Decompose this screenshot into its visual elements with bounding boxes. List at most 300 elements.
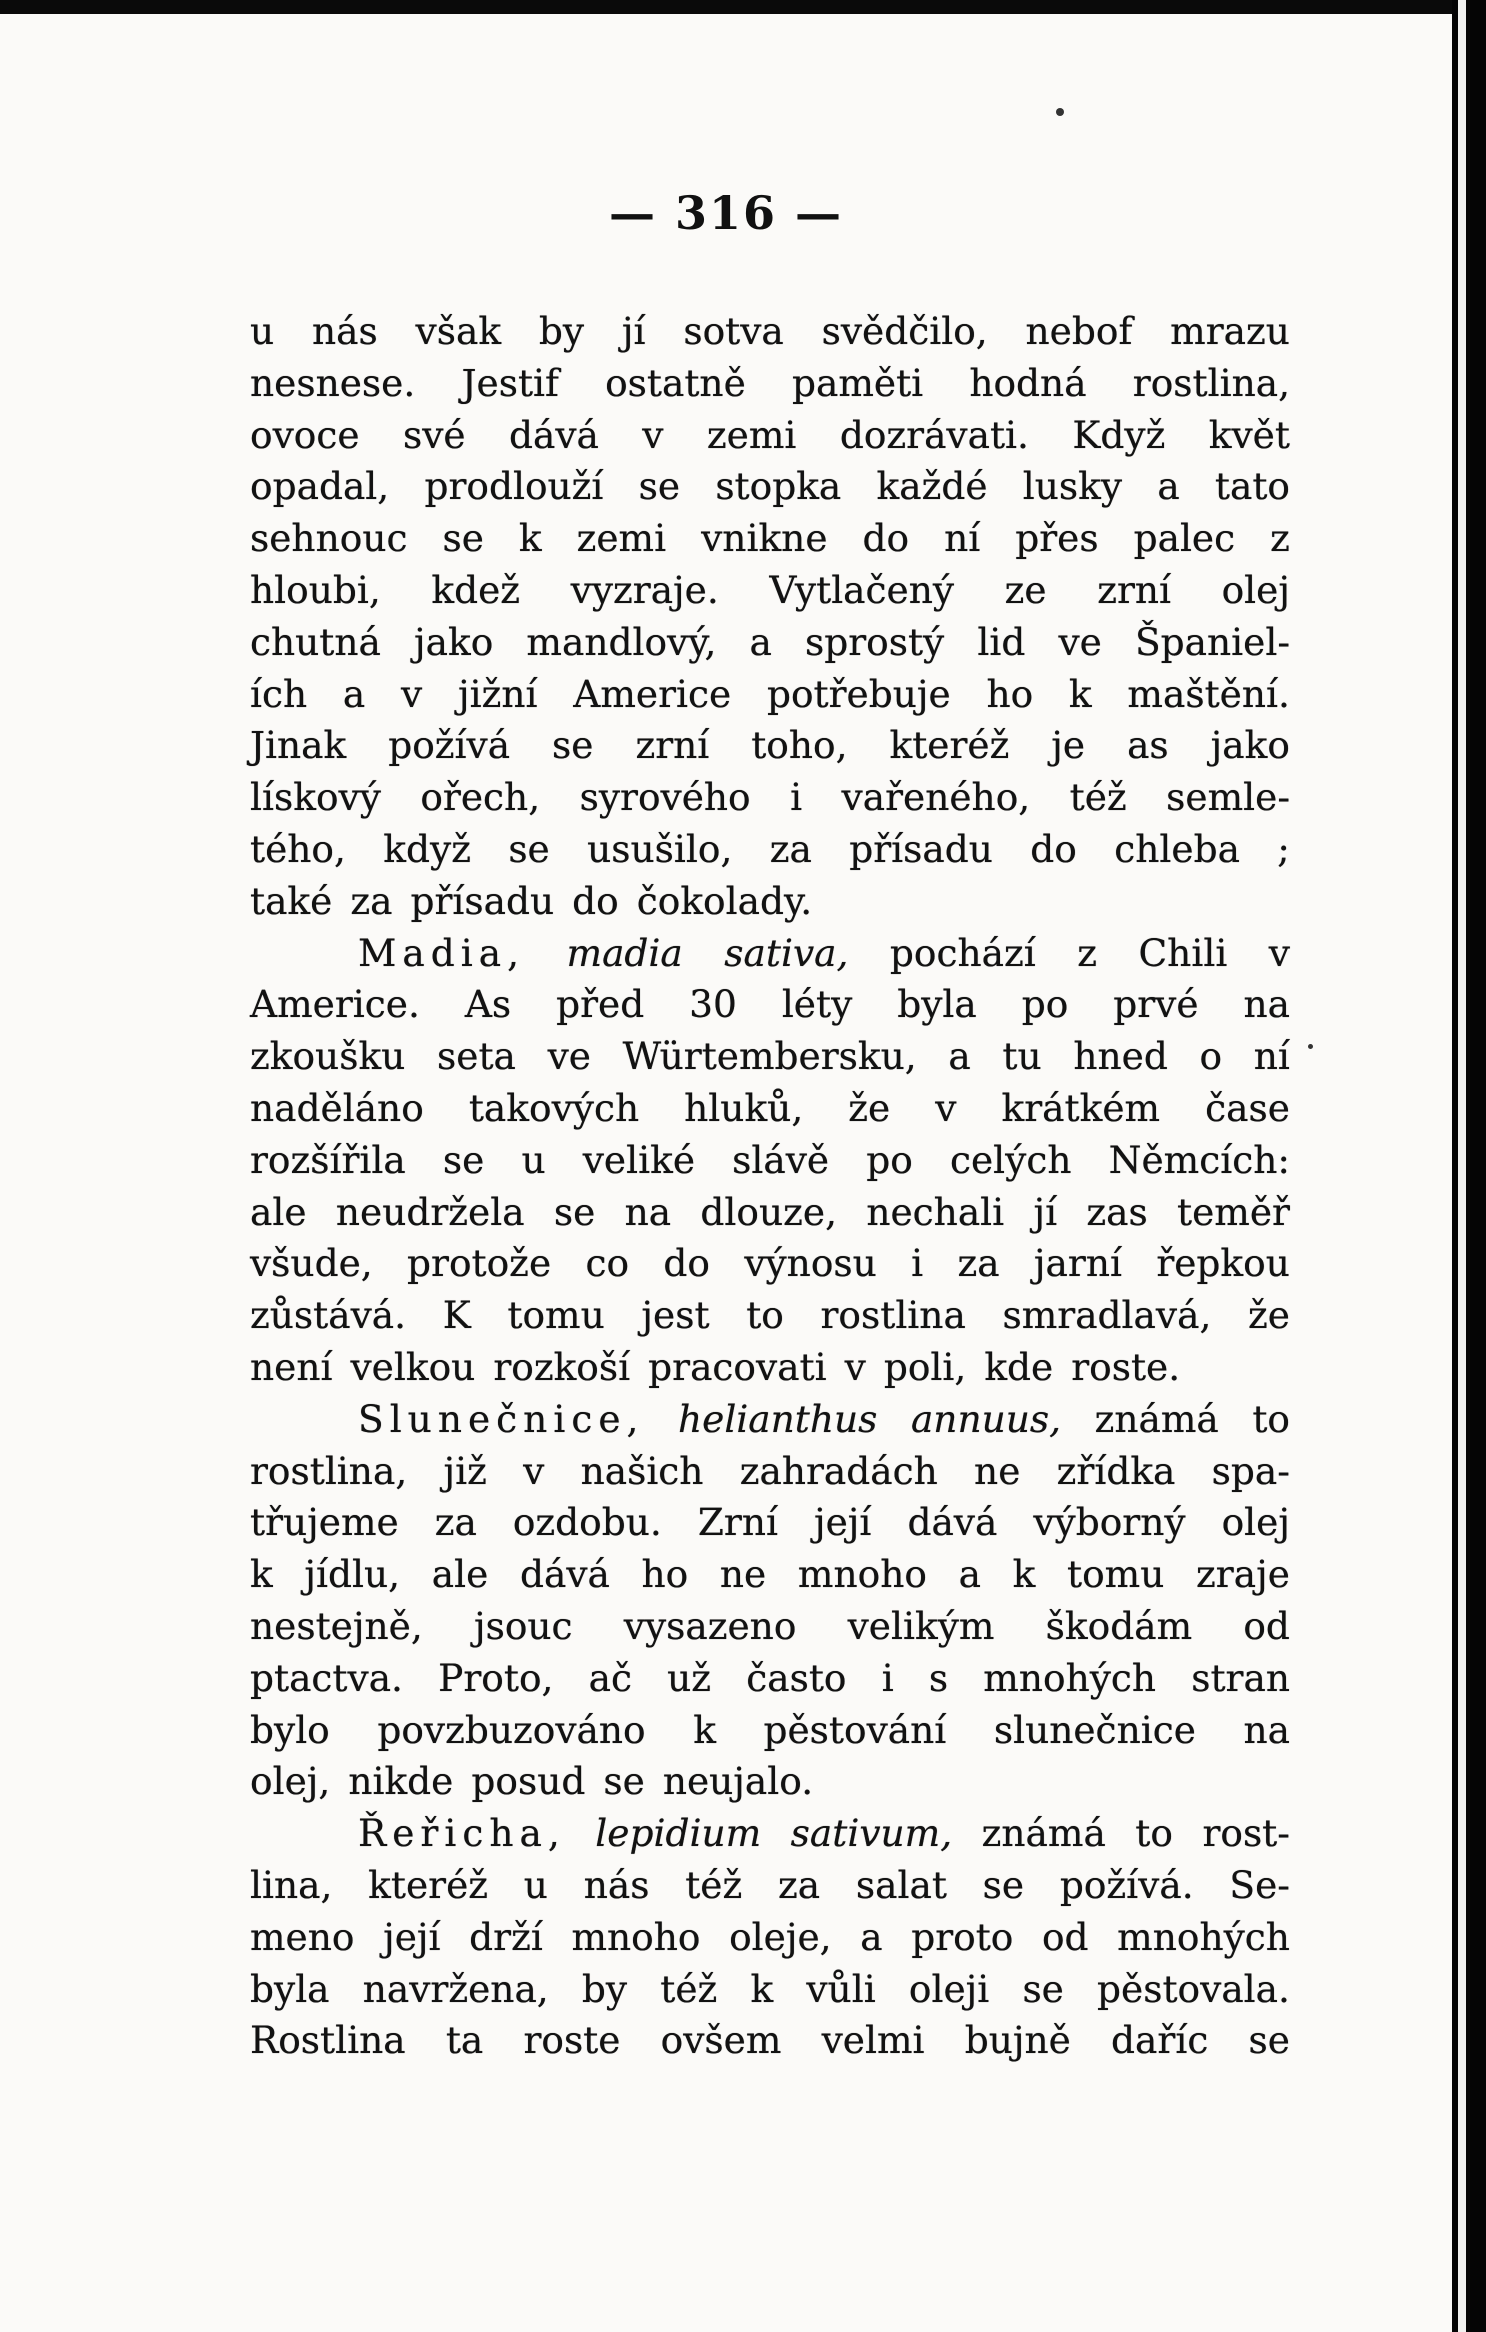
word: daříc (1111, 2018, 1209, 2063)
word: hluků, (684, 1085, 804, 1130)
word: roste. (1071, 1344, 1181, 1389)
word: Španiel- (1134, 619, 1290, 664)
word: Chili (1138, 930, 1228, 975)
word: hodná (969, 360, 1087, 405)
text-line (250, 1342, 1290, 1394)
word: z (1270, 516, 1290, 561)
word: krátkém (1001, 1085, 1161, 1130)
text-line (250, 1912, 1290, 1964)
word: ; (1277, 826, 1290, 871)
word: olej (1221, 1500, 1290, 1545)
word: Rostlina (250, 2018, 406, 2063)
word: také (250, 878, 333, 923)
word: po (1021, 982, 1069, 1027)
word: v (401, 671, 423, 716)
word: zahradách (739, 1448, 938, 1493)
word: do (663, 1241, 710, 1286)
text-line (250, 979, 1290, 1031)
speck (1056, 108, 1064, 116)
word: i (790, 775, 803, 820)
word: ale (431, 1552, 489, 1597)
word: k (693, 1707, 716, 1752)
word: jižní (457, 671, 538, 716)
word: k (1012, 1552, 1036, 1597)
word: jí (1033, 1189, 1058, 1234)
word: salat (855, 1862, 947, 1907)
word: v (523, 1448, 545, 1493)
word: zemi (576, 516, 667, 561)
word: paměti (791, 360, 924, 405)
word: potřebuje (766, 671, 951, 716)
text-line (250, 358, 1290, 410)
text-line (250, 1290, 1290, 1342)
word: mnohých (983, 1655, 1157, 1700)
word: tato (1214, 464, 1290, 509)
word: lid (977, 619, 1026, 664)
text-line (250, 876, 1290, 928)
word: z (1077, 930, 1097, 975)
word: mnoho (797, 1552, 927, 1597)
word: sativum, (790, 1811, 953, 1856)
word: oleji (908, 1966, 990, 2011)
word: Se- (1229, 1862, 1290, 1907)
word: olej, (250, 1759, 331, 1804)
word: vyzraje. (570, 567, 719, 612)
word: není (250, 1344, 333, 1389)
word: ovšem (660, 2018, 782, 2063)
word: velmi (821, 2018, 925, 2063)
word: zřídka (1056, 1448, 1176, 1493)
word: spa- (1211, 1448, 1290, 1493)
word: ozdobu. (512, 1500, 662, 1545)
word: opadal, (250, 464, 390, 509)
word: rostlina (820, 1293, 966, 1338)
word: do (862, 516, 910, 561)
word: dává (508, 412, 599, 457)
word: ve (1058, 619, 1102, 664)
word: své (402, 412, 466, 457)
word: pěstovala. (1097, 1966, 1290, 2011)
word: sehnouc (250, 516, 408, 561)
word: drží (469, 1914, 543, 1959)
word: neudržela (335, 1189, 525, 1234)
text-line (250, 1497, 1290, 1549)
text-line (250, 617, 1290, 669)
word: posud (471, 1759, 586, 1804)
word: našich (580, 1448, 704, 1493)
word: u (523, 1862, 548, 1907)
word: smradlavá, (1002, 1293, 1212, 1338)
word: stran (1191, 1655, 1290, 1700)
word: též (660, 1966, 718, 2011)
word: Němcích: (1108, 1137, 1290, 1182)
word: madia (566, 930, 683, 975)
word: velkou (350, 1344, 476, 1389)
word: nestejně, (250, 1603, 423, 1648)
word: ho (641, 1552, 689, 1597)
word: k (518, 516, 542, 561)
word: přes (1015, 516, 1099, 561)
word: na (624, 1189, 672, 1234)
word: se (442, 516, 484, 561)
word: k (1068, 671, 1092, 716)
word: prvé (1113, 982, 1199, 1027)
word: nechali (866, 1189, 1005, 1234)
text-line (250, 1187, 1290, 1239)
word: za (778, 1862, 821, 1907)
word: nás (311, 309, 378, 353)
word: od (1243, 1603, 1290, 1648)
word: se (603, 1759, 645, 1804)
word: Jinak (250, 723, 347, 768)
word: se (442, 1137, 485, 1182)
word: ostatně (605, 360, 746, 405)
word: bujně (964, 2018, 1071, 2063)
word: že (1248, 1293, 1290, 1338)
text-line (250, 824, 1290, 876)
word: protože (407, 1241, 552, 1286)
word: 30 (689, 982, 737, 1027)
word: slávě (732, 1137, 830, 1182)
word: už (667, 1655, 712, 1700)
word: se (1248, 2018, 1290, 2063)
word: rost- (1202, 1811, 1290, 1856)
word: tomu (1067, 1552, 1165, 1597)
scan-edge (1452, 0, 1486, 2332)
word: ze (1004, 567, 1047, 612)
word: lusky (1022, 464, 1123, 509)
word: usušilo, (587, 826, 733, 871)
word: semle- (1166, 775, 1290, 820)
word: léty (781, 982, 853, 1027)
body-text (250, 306, 1290, 2067)
word: ích (250, 671, 308, 716)
word: zrní (1097, 567, 1172, 612)
word: ve (547, 1034, 591, 1079)
word: též (1069, 775, 1127, 820)
word: za (350, 878, 393, 923)
word: Vytlačený (769, 567, 955, 612)
text-line (250, 1083, 1290, 1135)
word: výborný (1033, 1500, 1186, 1545)
word: v (935, 1085, 957, 1130)
word: od (1041, 1914, 1089, 1959)
word: svědčilo, (821, 309, 988, 353)
word: v (844, 1344, 866, 1389)
word: ovoce (250, 412, 360, 457)
word: jsouc (473, 1603, 573, 1648)
word: u (250, 309, 275, 353)
word: přísadu (410, 878, 555, 923)
word: do (1030, 826, 1077, 871)
word: když (383, 826, 471, 871)
word: se (638, 464, 681, 509)
text-line (250, 1756, 1290, 1808)
word: rostlina, (250, 1448, 408, 1493)
word: celých (949, 1137, 1072, 1182)
text-line (250, 1394, 1290, 1446)
word: před (556, 982, 645, 1027)
word: navržena, (362, 1966, 549, 2011)
word: rozkoší (493, 1344, 631, 1389)
word: Americe. (250, 982, 420, 1027)
word: každé (876, 464, 988, 509)
text-line (250, 513, 1290, 565)
word: teměř (1177, 1189, 1290, 1234)
word: dozrávati. (839, 412, 1029, 457)
word: jarní (1033, 1241, 1122, 1286)
word: požívá (388, 723, 511, 768)
word: i (881, 1655, 894, 1700)
word: se (508, 826, 550, 871)
word: poli, (883, 1344, 967, 1389)
word: že (848, 1085, 891, 1130)
word: se (1022, 1966, 1064, 2011)
text-line (250, 1601, 1290, 1653)
word: Americe (573, 671, 732, 716)
text-line (250, 1549, 1290, 1601)
word: zas (1086, 1189, 1148, 1234)
word: zrní (635, 723, 710, 768)
word: chutná (250, 619, 381, 664)
word: naděláno (250, 1085, 424, 1130)
word: zemi (706, 412, 797, 457)
word: často (746, 1655, 847, 1700)
word: neujalo. (662, 1759, 814, 1804)
word: K (442, 1293, 471, 1338)
word: sativa, (724, 930, 849, 975)
word: s (928, 1655, 949, 1700)
word: Řeřicha, (358, 1811, 566, 1856)
word: za (769, 826, 812, 871)
word: pracovati (648, 1344, 827, 1389)
text-line (250, 410, 1290, 462)
word: chleba (1114, 826, 1240, 871)
word: toho, (751, 723, 848, 768)
word: jest (641, 1293, 710, 1338)
word: ač (588, 1655, 632, 1700)
word: o (1199, 1034, 1223, 1079)
word: vůli (806, 1966, 876, 2011)
word: tého, (250, 826, 346, 871)
word: proto (911, 1914, 1014, 1959)
word: helianthus (677, 1396, 878, 1441)
word: Proto, (438, 1655, 554, 1700)
word: sotva (683, 309, 784, 353)
word: slunečnice (993, 1707, 1196, 1752)
text-line (250, 1808, 1290, 1860)
word: Když (1072, 412, 1166, 457)
word: vařeného, (841, 775, 1031, 820)
word: ne (719, 1552, 767, 1597)
word: a (1157, 464, 1180, 509)
word: kteréž (368, 1862, 489, 1907)
word: annuus, (910, 1396, 1062, 1441)
word: čokolady. (636, 878, 813, 923)
text-line (250, 2015, 1290, 2067)
text-line (250, 1964, 1290, 2016)
word: by (581, 1966, 628, 2011)
word: škodám (1045, 1603, 1193, 1648)
word: nesnese. (250, 360, 416, 405)
word: jako (414, 619, 494, 664)
word: u (521, 1137, 546, 1182)
word: seta (437, 1034, 516, 1079)
word: tomu (507, 1293, 605, 1338)
word: a (958, 1552, 981, 1597)
word: lískový (250, 775, 381, 820)
word: palec (1133, 516, 1236, 561)
text-line (250, 1653, 1290, 1705)
word: jídlu, (304, 1552, 401, 1597)
word: za (957, 1241, 1000, 1286)
word: přísadu (849, 826, 993, 871)
word: Würtembersku, (622, 1034, 917, 1079)
word: rozšířila (250, 1137, 406, 1182)
word: a (749, 619, 772, 664)
word: to (746, 1293, 784, 1338)
word: to (1252, 1396, 1290, 1441)
page-number: — 316 — (608, 186, 844, 240)
word: dlouze, (700, 1189, 838, 1234)
word: jí (621, 309, 646, 353)
word: již (443, 1448, 487, 1493)
word: i (911, 1241, 924, 1286)
word: byla (250, 1966, 330, 2011)
word: meno (250, 1914, 355, 1959)
word: Slunečnice, (358, 1396, 645, 1441)
text-line (250, 669, 1290, 721)
word: maštění. (1127, 671, 1290, 716)
word: ne (974, 1448, 1021, 1493)
word: mnohých (1117, 1914, 1290, 1959)
word: k (250, 1552, 273, 1597)
word: ta (445, 2018, 484, 2063)
text-line (250, 1446, 1290, 1498)
speck (1308, 1044, 1313, 1049)
word: však (415, 309, 502, 353)
word: nebof (1025, 309, 1133, 353)
word: zraje (1196, 1552, 1290, 1597)
word: pochází (889, 930, 1036, 975)
word: by (538, 309, 585, 353)
word: kteréž (889, 723, 1010, 768)
word: lina, (250, 1862, 333, 1907)
word: ní (1253, 1034, 1290, 1079)
word: bylo (250, 1707, 330, 1752)
word: mandlový, (526, 619, 717, 664)
text-line (250, 720, 1290, 772)
word: ho (986, 671, 1034, 716)
text-line (250, 1860, 1290, 1912)
word: její (383, 1914, 441, 1959)
word: též (685, 1862, 743, 1907)
text-line (250, 1031, 1290, 1083)
word: ní (944, 516, 981, 561)
word: pěstování (763, 1707, 947, 1752)
word: nás (583, 1862, 650, 1907)
word: povzbuzováno (377, 1707, 646, 1752)
word: se (552, 723, 594, 768)
word: zůstává. (250, 1293, 407, 1338)
text-line (250, 1238, 1290, 1290)
word: je (1051, 723, 1086, 768)
word: stopka (715, 464, 842, 509)
word: olej (1221, 567, 1290, 612)
word: mnoho (571, 1914, 701, 1959)
text-line (250, 1705, 1290, 1757)
word: kdež (431, 567, 521, 612)
word: roste (523, 2018, 621, 2063)
word: to (1135, 1811, 1173, 1856)
word: oleje, (729, 1914, 832, 1959)
word: vysazeno (623, 1603, 797, 1648)
word: květ (1208, 412, 1290, 457)
word: výnosu (744, 1241, 877, 1286)
word: známá (981, 1811, 1106, 1856)
word: do (572, 878, 619, 923)
word: ořech, (420, 775, 541, 820)
word: byla (897, 982, 977, 1027)
word: řepkou (1156, 1241, 1290, 1286)
text-line (250, 772, 1290, 824)
word: Jestif (461, 360, 559, 405)
word: po (866, 1137, 913, 1182)
word: na (1243, 1707, 1290, 1752)
word: k (750, 1966, 774, 2011)
word: jako (1210, 723, 1290, 768)
word: tu (1002, 1034, 1042, 1079)
text-line (250, 565, 1290, 617)
word: se (553, 1189, 596, 1234)
word: velikým (847, 1603, 995, 1648)
word: čase (1205, 1085, 1290, 1130)
word: hloubi, (250, 567, 381, 612)
word: takových (468, 1085, 640, 1130)
word: a (948, 1034, 971, 1079)
text-line (250, 928, 1290, 980)
word: prodlouží (424, 464, 604, 509)
text-line (250, 1135, 1290, 1187)
word: rostlina, (1132, 360, 1290, 405)
word: a (342, 671, 366, 716)
word: v (642, 412, 664, 457)
word: všude, (250, 1241, 373, 1286)
word: as (1127, 723, 1169, 768)
word: známá (1094, 1396, 1219, 1441)
word: požívá. (1059, 1862, 1194, 1907)
text-line (250, 461, 1290, 513)
word: syrového (579, 775, 751, 820)
word: v (1268, 930, 1290, 975)
word: se (982, 1862, 1025, 1907)
word: Zrní (697, 1500, 778, 1545)
text-line (250, 306, 1290, 358)
word: nikde (348, 1759, 454, 1804)
word: lepidium (595, 1811, 762, 1856)
word: veliké (582, 1137, 696, 1182)
word: a (860, 1914, 883, 1959)
word: ale (250, 1189, 307, 1234)
word: dává (907, 1500, 998, 1545)
word: dává (519, 1552, 610, 1597)
word: hned (1073, 1034, 1168, 1079)
word: na (1243, 982, 1290, 1027)
word: její (813, 1500, 872, 1545)
word: sprostý (804, 619, 945, 664)
word: As (464, 982, 512, 1027)
word: vnikne (701, 516, 828, 561)
